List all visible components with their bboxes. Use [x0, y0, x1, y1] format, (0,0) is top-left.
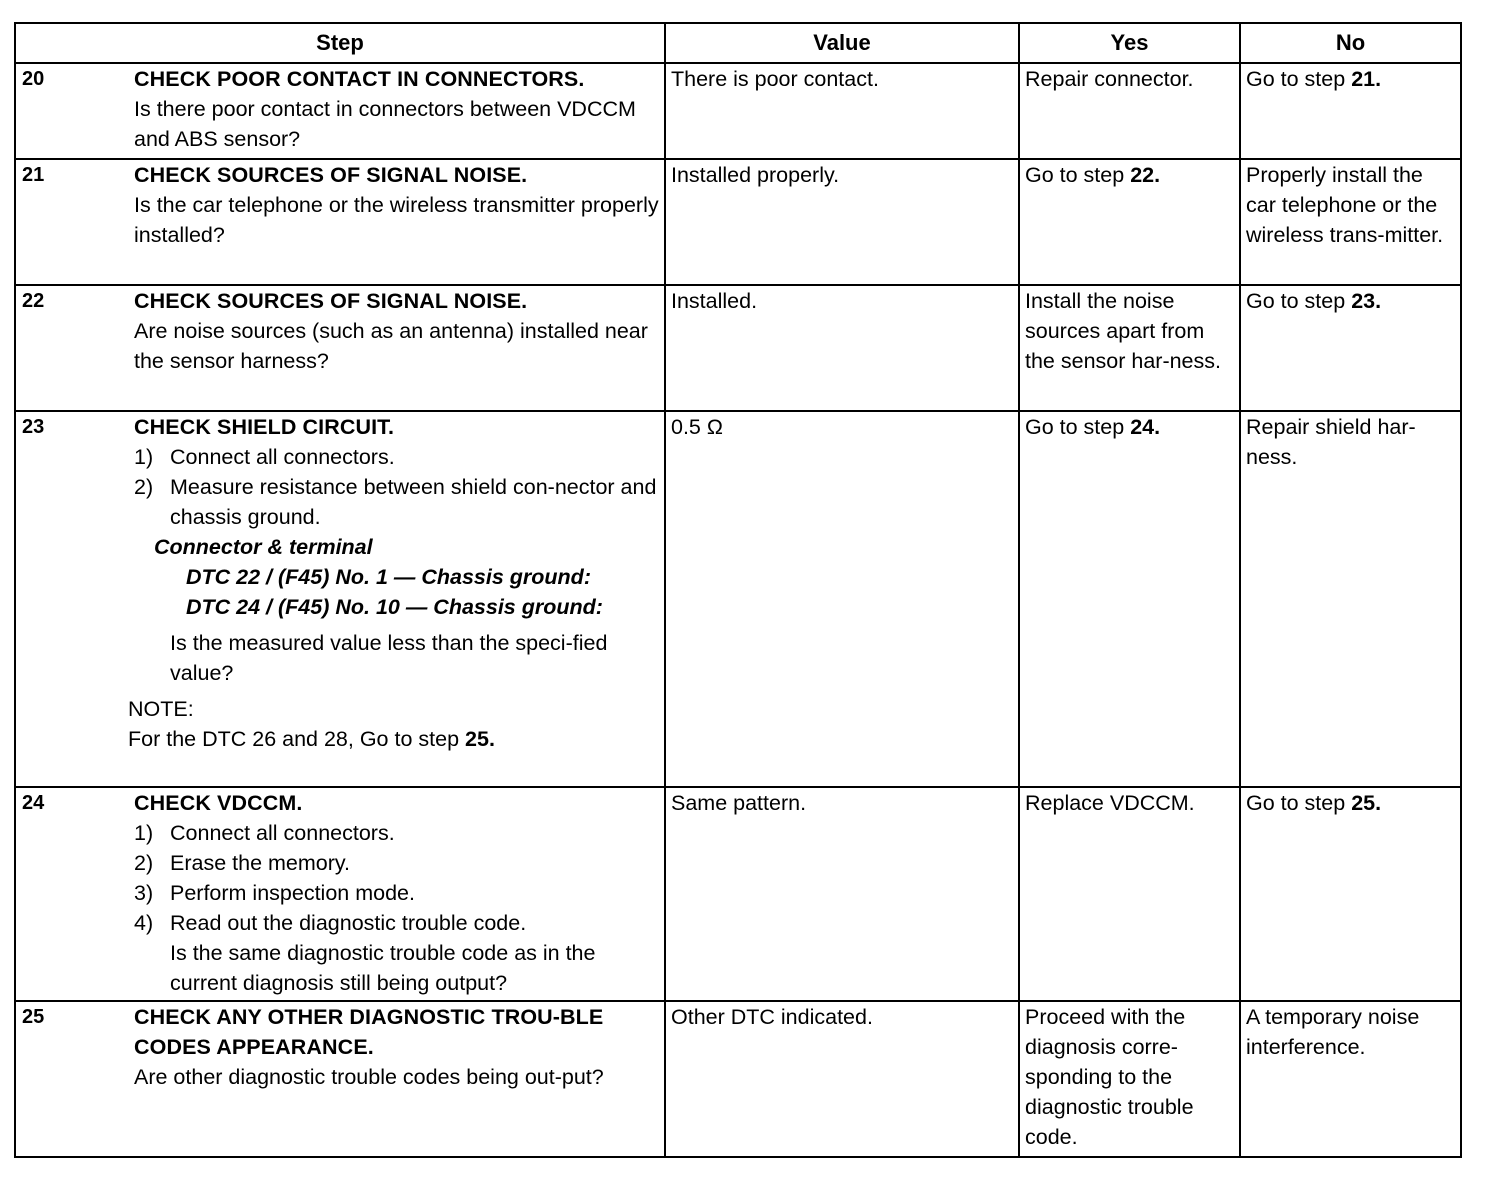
note-step-ref: 25.: [465, 727, 495, 751]
terminal-spec: DTC 24 / (F45) No. 10 — Chassis ground:: [186, 595, 603, 619]
step-title: CHECK SHIELD CIRCUIT.: [134, 415, 395, 439]
substep: 2) Measure resistance between shield con-nector and chassis ground.: [134, 475, 657, 529]
substep: 3) Perform inspection mode.: [134, 881, 415, 905]
no-cell: Properly install the car telephone or the wireless trans-mitter.: [1240, 159, 1461, 285]
yes-cell: Install the noise sources apart from the sensor har-ness.: [1019, 285, 1240, 411]
yes-prefix: Go to step: [1025, 163, 1125, 187]
step-question: Is the same diagnostic trouble code as in the current diagnosis still being output?: [170, 941, 596, 995]
value-cell: Same pattern.: [665, 787, 1019, 1001]
step-title: CHECK SOURCES OF SIGNAL NOISE.: [134, 289, 528, 313]
step-question: Are noise sources (such as an antenna) installed near the sensor harness?: [134, 319, 648, 373]
substep: 1) Connect all connectors.: [134, 821, 395, 845]
no-step-ref: 21.: [1351, 67, 1382, 91]
terminal-spec: DTC 22 / (F45) No. 1 — Chassis ground:: [186, 565, 591, 589]
yes-cell: Repair connector.: [1019, 63, 1240, 159]
connector-label: Connector & terminal: [154, 535, 373, 559]
substep: 1) Connect all connectors.: [134, 445, 395, 469]
table-row: [15, 285, 1461, 411]
table-row: [15, 159, 1461, 285]
step-number: 25: [22, 1006, 45, 1028]
step-title: CHECK ANY OTHER DIAGNOSTIC TROU-BLE CODES APPEARANCE.: [134, 1005, 604, 1059]
header-yes: Yes: [1019, 23, 1240, 63]
value-cell: There is poor contact.: [665, 63, 1019, 159]
table-row: [15, 63, 1461, 159]
yes-cell: [1019, 159, 1240, 285]
step-title: CHECK SOURCES OF SIGNAL NOISE.: [134, 163, 528, 187]
value-cell: Installed.: [665, 285, 1019, 411]
header-row: [15, 23, 1461, 63]
step-question: Is the car telephone or the wireless transmitter properly installed?: [134, 193, 659, 247]
substep: 4) Read out the diagnostic trouble code.: [134, 911, 527, 935]
step-cell: [15, 63, 665, 159]
header-no: No: [1240, 23, 1461, 63]
table-row: [15, 1001, 1461, 1157]
yes-cell: Replace VDCCM.: [1019, 787, 1240, 1001]
note-label: NOTE:: [128, 697, 194, 721]
diagnostic-table: [14, 22, 1462, 1158]
yes-step-ref: 22.: [1130, 163, 1161, 187]
step-number: 21: [22, 164, 45, 186]
step-question: Is there poor contact in connectors between VDCCM and ABS sensor?: [134, 97, 636, 151]
header-step: Step: [15, 23, 665, 63]
no-step-ref: 25.: [1351, 791, 1382, 815]
step-cell: [15, 411, 665, 787]
step-title: CHECK VDCCM.: [134, 791, 303, 815]
step-question: Is the measured value less than the speci-fied value?: [170, 631, 608, 685]
no-cell: Repair shield har-ness.: [1240, 411, 1461, 787]
no-step-ref: 23.: [1351, 289, 1382, 313]
value-cell: Installed properly.: [665, 159, 1019, 285]
step-question: Are other diagnostic trouble codes being out-put?: [134, 1065, 604, 1089]
yes-prefix: Go to step: [1025, 415, 1125, 439]
step-number: 23: [22, 416, 45, 438]
step-cell: [15, 1001, 665, 1157]
no-cell: [1240, 787, 1461, 1001]
no-cell: A temporary noise interference.: [1240, 1001, 1461, 1157]
step-cell: [15, 285, 665, 411]
step-title: CHECK POOR CONTACT IN CONNECTORS.: [134, 67, 585, 91]
substep: 2) Erase the memory.: [134, 851, 351, 875]
value-cell: Other DTC indicated.: [665, 1001, 1019, 1157]
no-prefix: Go to step: [1246, 791, 1346, 815]
no-prefix: Go to step: [1246, 289, 1346, 313]
yes-cell: Proceed with the diagnosis corre-sponding to the diagnostic trouble code.: [1019, 1001, 1240, 1157]
no-prefix: Go to step: [1246, 67, 1346, 91]
step-number: 20: [22, 68, 45, 90]
yes-step-ref: 24.: [1130, 415, 1161, 439]
note-text: For the DTC 26 and 28, Go to step 25.: [128, 727, 495, 751]
yes-cell: [1019, 411, 1240, 787]
header-value: Value: [665, 23, 1019, 63]
table-row: [15, 411, 1461, 787]
no-cell: [1240, 285, 1461, 411]
no-cell: [1240, 63, 1461, 159]
step-cell: [15, 787, 665, 1001]
value-cell: 0.5 Ω: [665, 411, 1019, 787]
table-row: [15, 787, 1461, 1001]
step-number: 24: [22, 792, 45, 814]
step-number: 22: [22, 290, 45, 312]
step-cell: [15, 159, 665, 285]
